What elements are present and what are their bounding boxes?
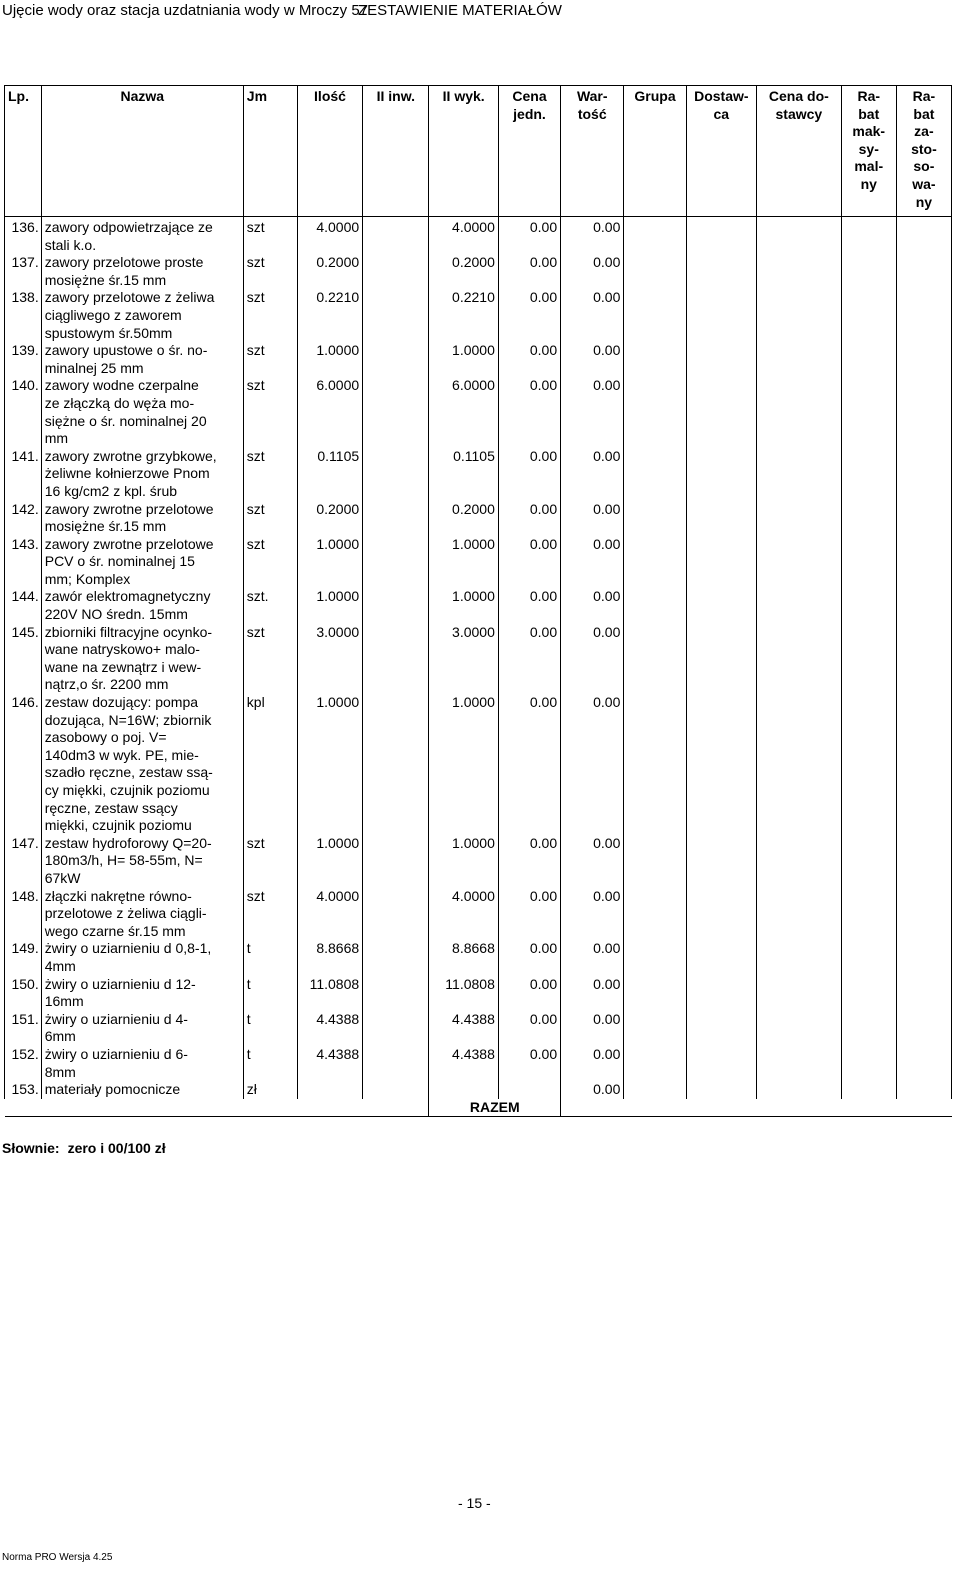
cell-grupa — [624, 588, 686, 623]
cell-cena-dostawcy — [757, 976, 842, 1011]
header-rabat-maksymalny: Ra- bat mak- sy- mal- ny — [841, 86, 896, 217]
amount-in-words-label: Słownie: — [2, 1140, 60, 1156]
cell-nazwa: zawory zwrotne grzybkowe, żeliwne kołnierzowe Pnom 16 kg/cm2 z kpl. śrub — [41, 448, 243, 501]
cell-nazwa: zbiorniki filtracyjne ocynko- wane natryskowo+ malo- wane na zewnątrz i wew- nątrz,o śr. 2200 mm — [41, 624, 243, 694]
cell-ii-inw — [363, 342, 429, 377]
table-row — [5, 1011, 952, 1046]
cell-ilosc — [297, 1081, 362, 1099]
cell-ii-inw — [363, 888, 429, 941]
cell-nazwa: żwiry o uziarnieniu d 6- 8mm — [41, 1046, 243, 1081]
cell-nazwa: zawory przelotowe proste mosiężne śr.15 mm — [41, 254, 243, 289]
cell-cena-dostawcy — [757, 888, 842, 941]
cell-dostawca — [686, 342, 756, 377]
cell-ilosc: 1.0000 — [297, 588, 362, 623]
cell-ii-inw — [363, 377, 429, 447]
cell-nazwa: zawór elektromagnetyczny 220V NO średn. 15mm — [41, 588, 243, 623]
table-row — [5, 694, 952, 835]
cell-rabat-zastosowany — [896, 289, 951, 342]
header-nazwa: Nazwa — [41, 86, 243, 217]
cell-jm: szt — [243, 448, 297, 501]
table-row — [5, 536, 952, 589]
cell-cena-jedn: 0.00 — [498, 940, 560, 975]
cell-lp: 153. — [5, 1081, 42, 1099]
cell-dostawca — [686, 588, 756, 623]
total-spacer-right — [561, 1099, 952, 1117]
cell-jm: szt — [243, 254, 297, 289]
cell-dostawca — [686, 940, 756, 975]
cell-grupa — [624, 254, 686, 289]
materials-table — [4, 85, 952, 1117]
cell-ii-wyk: 6.0000 — [429, 377, 498, 447]
cell-ii-inw — [363, 448, 429, 501]
cell-rabat-zastosowany — [896, 342, 951, 377]
cell-lp: 146. — [5, 694, 42, 835]
cell-jm: szt. — [243, 588, 297, 623]
cell-lp: 137. — [5, 254, 42, 289]
table-row — [5, 888, 952, 941]
cell-ii-inw — [363, 1011, 429, 1046]
cell-ii-inw — [363, 976, 429, 1011]
cell-rabat-zastosowany — [896, 624, 951, 694]
cell-dostawca — [686, 1081, 756, 1099]
cell-rabat-zastosowany — [896, 888, 951, 941]
amount-in-words — [2, 1140, 166, 1156]
cell-ilosc: 1.0000 — [297, 694, 362, 835]
cell-lp: 143. — [5, 536, 42, 589]
table-row — [5, 588, 952, 623]
table-row — [5, 342, 952, 377]
cell-ii-inw — [363, 588, 429, 623]
cell-ii-inw — [363, 254, 429, 289]
cell-rabat-maksymalny — [841, 1081, 896, 1099]
cell-grupa — [624, 694, 686, 835]
cell-rabat-zastosowany — [896, 501, 951, 536]
cell-rabat-maksymalny — [841, 888, 896, 941]
cell-nazwa: żwiry o uziarnieniu d 4- 6mm — [41, 1011, 243, 1046]
cell-rabat-zastosowany — [896, 448, 951, 501]
cell-ilosc: 0.2210 — [297, 289, 362, 342]
table-row — [5, 289, 952, 342]
cell-cena-dostawcy — [757, 835, 842, 888]
footer-version: Norma PRO Wersja 4.25 — [2, 1552, 113, 1563]
header-jm: Jm — [243, 86, 297, 217]
cell-grupa — [624, 1081, 686, 1099]
cell-cena-jedn: 0.00 — [498, 254, 560, 289]
cell-wartosc: 0.00 — [561, 835, 624, 888]
cell-cena-jedn: 0.00 — [498, 1011, 560, 1046]
cell-ilosc: 0.2000 — [297, 254, 362, 289]
cell-nazwa: zawory upustowe o śr. no- minalnej 25 mm — [41, 342, 243, 377]
cell-ii-wyk: 0.2000 — [429, 501, 498, 536]
cell-rabat-maksymalny — [841, 976, 896, 1011]
cell-ii-wyk: 11.0808 — [429, 976, 498, 1011]
cell-wartosc: 0.00 — [561, 588, 624, 623]
document-title-section: ZESTAWIENIE MATERIAŁÓW — [358, 2, 562, 19]
cell-ii-inw — [363, 835, 429, 888]
cell-wartosc: 0.00 — [561, 694, 624, 835]
cell-jm: szt — [243, 217, 297, 255]
cell-grupa — [624, 835, 686, 888]
cell-ilosc: 8.8668 — [297, 940, 362, 975]
cell-rabat-maksymalny — [841, 536, 896, 589]
cell-rabat-maksymalny — [841, 377, 896, 447]
cell-lp: 140. — [5, 377, 42, 447]
cell-ii-inw — [363, 501, 429, 536]
cell-cena-dostawcy — [757, 588, 842, 623]
cell-cena-jedn: 0.00 — [498, 501, 560, 536]
header-wartosc: War- tość — [561, 86, 624, 217]
cell-wartosc: 0.00 — [561, 501, 624, 536]
cell-wartosc: 0.00 — [561, 536, 624, 589]
cell-jm: t — [243, 940, 297, 975]
cell-wartosc: 0.00 — [561, 976, 624, 1011]
cell-cena-dostawcy — [757, 624, 842, 694]
cell-lp: 144. — [5, 588, 42, 623]
cell-lp: 142. — [5, 501, 42, 536]
cell-grupa — [624, 217, 686, 255]
cell-cena-dostawcy — [757, 289, 842, 342]
cell-cena-jedn: 0.00 — [498, 694, 560, 835]
cell-ii-wyk: 0.2000 — [429, 254, 498, 289]
cell-nazwa: zawory odpowietrzające ze stali k.o. — [41, 217, 243, 255]
cell-rabat-zastosowany — [896, 835, 951, 888]
cell-ii-wyk: 1.0000 — [429, 536, 498, 589]
header-dostawca: Dostaw- ca — [686, 86, 756, 217]
cell-ilosc: 1.0000 — [297, 342, 362, 377]
cell-nazwa: zawory zwrotne przelotowe PCV o śr. nominalnej 15 mm; Komplex — [41, 536, 243, 589]
cell-dostawca — [686, 289, 756, 342]
cell-wartosc: 0.00 — [561, 342, 624, 377]
cell-wartosc: 0.00 — [561, 1011, 624, 1046]
header-cena-dostawcy: Cena do- stawcy — [757, 86, 842, 217]
cell-rabat-zastosowany — [896, 536, 951, 589]
cell-dostawca — [686, 694, 756, 835]
cell-ii-wyk — [429, 1081, 498, 1099]
table-row — [5, 835, 952, 888]
cell-dostawca — [686, 976, 756, 1011]
cell-ii-wyk: 4.0000 — [429, 217, 498, 255]
cell-wartosc: 0.00 — [561, 940, 624, 975]
cell-jm: szt — [243, 624, 297, 694]
cell-rabat-zastosowany — [896, 694, 951, 835]
cell-rabat-maksymalny — [841, 254, 896, 289]
cell-nazwa: zestaw hydroforowy Q=20- 180m3/h, H= 58-55m, N= 67kW — [41, 835, 243, 888]
cell-rabat-zastosowany — [896, 377, 951, 447]
cell-grupa — [624, 940, 686, 975]
cell-jm: szt — [243, 342, 297, 377]
cell-dostawca — [686, 377, 756, 447]
cell-dostawca — [686, 835, 756, 888]
cell-cena-dostawcy — [757, 217, 842, 255]
cell-cena-dostawcy — [757, 448, 842, 501]
cell-jm: t — [243, 1011, 297, 1046]
cell-rabat-maksymalny — [841, 448, 896, 501]
cell-cena-jedn: 0.00 — [498, 1046, 560, 1081]
total-label: RAZEM — [429, 1099, 561, 1117]
cell-cena-jedn: 0.00 — [498, 835, 560, 888]
cell-lp: 152. — [5, 1046, 42, 1081]
cell-grupa — [624, 624, 686, 694]
table-row — [5, 501, 952, 536]
cell-wartosc: 0.00 — [561, 448, 624, 501]
cell-rabat-maksymalny — [841, 342, 896, 377]
cell-ilosc: 4.0000 — [297, 888, 362, 941]
table-row — [5, 624, 952, 694]
table-row — [5, 377, 952, 447]
table-row — [5, 1046, 952, 1081]
cell-grupa — [624, 536, 686, 589]
cell-dostawca — [686, 888, 756, 941]
cell-cena-jedn: 0.00 — [498, 342, 560, 377]
cell-cena-jedn: 0.00 — [498, 624, 560, 694]
header-lp: Lp. — [5, 86, 42, 217]
cell-cena-dostawcy — [757, 940, 842, 975]
cell-nazwa: złączki nakrętne równo- przelotowe z żeliwa ciągli- wego czarne śr.15 mm — [41, 888, 243, 941]
cell-cena-jedn: 0.00 — [498, 377, 560, 447]
cell-rabat-maksymalny — [841, 501, 896, 536]
cell-lp: 136. — [5, 217, 42, 255]
document-title-project: Ujęcie wody oraz stacja uzdatniania wody w Mroczy 57 — [2, 2, 368, 19]
header-cena-jedn: Cena jedn. — [498, 86, 560, 217]
total-spacer — [5, 1099, 429, 1117]
cell-ii-wyk: 4.0000 — [429, 888, 498, 941]
header-ii-wyk: II wyk. — [429, 86, 498, 217]
cell-dostawca — [686, 448, 756, 501]
cell-ii-wyk: 3.0000 — [429, 624, 498, 694]
cell-cena-dostawcy — [757, 501, 842, 536]
cell-nazwa: zawory przelotowe z żeliwa ciągliwego z zaworem spustowym śr.50mm — [41, 289, 243, 342]
header-rabat-zastosowany: Ra- bat za- sto- so- wa- ny — [896, 86, 951, 217]
cell-grupa — [624, 448, 686, 501]
cell-ilosc: 1.0000 — [297, 536, 362, 589]
cell-dostawca — [686, 1046, 756, 1081]
cell-jm: t — [243, 1046, 297, 1081]
cell-nazwa: zawory zwrotne przelotowe mosiężne śr.15 mm — [41, 501, 243, 536]
cell-rabat-zastosowany — [896, 217, 951, 255]
cell-ilosc: 1.0000 — [297, 835, 362, 888]
cell-grupa — [624, 501, 686, 536]
table-total-row — [5, 1099, 952, 1117]
cell-rabat-zastosowany — [896, 976, 951, 1011]
cell-lp: 145. — [5, 624, 42, 694]
cell-grupa — [624, 289, 686, 342]
cell-rabat-maksymalny — [841, 1011, 896, 1046]
header-ilosc: Ilość — [297, 86, 362, 217]
cell-jm: szt — [243, 289, 297, 342]
cell-jm: zł — [243, 1081, 297, 1099]
cell-jm: szt — [243, 536, 297, 589]
cell-rabat-maksymalny — [841, 1046, 896, 1081]
document-title — [2, 2, 562, 19]
cell-nazwa: materiały pomocnicze — [41, 1081, 243, 1099]
cell-cena-dostawcy — [757, 694, 842, 835]
cell-ilosc: 6.0000 — [297, 377, 362, 447]
cell-nazwa: zawory wodne czerpalne ze złączką do węża mo- siężne o śr. nominalnej 20 mm — [41, 377, 243, 447]
cell-ii-wyk: 4.4388 — [429, 1046, 498, 1081]
cell-lp: 151. — [5, 1011, 42, 1046]
cell-rabat-zastosowany — [896, 1011, 951, 1046]
cell-grupa — [624, 342, 686, 377]
cell-ii-inw — [363, 1081, 429, 1099]
cell-rabat-maksymalny — [841, 588, 896, 623]
cell-dostawca — [686, 217, 756, 255]
cell-rabat-zastosowany — [896, 254, 951, 289]
cell-ii-wyk: 1.0000 — [429, 694, 498, 835]
cell-jm: szt — [243, 501, 297, 536]
cell-lp: 141. — [5, 448, 42, 501]
cell-grupa — [624, 377, 686, 447]
table-row — [5, 940, 952, 975]
cell-ii-inw — [363, 940, 429, 975]
table-row — [5, 217, 952, 255]
cell-wartosc: 0.00 — [561, 289, 624, 342]
cell-lp: 150. — [5, 976, 42, 1011]
cell-ilosc: 0.1105 — [297, 448, 362, 501]
cell-cena-dostawcy — [757, 1081, 842, 1099]
cell-wartosc: 0.00 — [561, 217, 624, 255]
cell-cena-dostawcy — [757, 377, 842, 447]
cell-jm: szt — [243, 377, 297, 447]
cell-wartosc: 0.00 — [561, 1046, 624, 1081]
cell-lp: 139. — [5, 342, 42, 377]
cell-ii-inw — [363, 536, 429, 589]
cell-cena-dostawcy — [757, 342, 842, 377]
cell-rabat-maksymalny — [841, 289, 896, 342]
cell-dostawca — [686, 624, 756, 694]
cell-grupa — [624, 1046, 686, 1081]
cell-cena-jedn: 0.00 — [498, 289, 560, 342]
table-row — [5, 254, 952, 289]
cell-lp: 138. — [5, 289, 42, 342]
cell-cena-jedn — [498, 1081, 560, 1099]
cell-dostawca — [686, 501, 756, 536]
cell-ilosc: 11.0808 — [297, 976, 362, 1011]
cell-ii-wyk: 0.2210 — [429, 289, 498, 342]
cell-ii-wyk: 1.0000 — [429, 588, 498, 623]
table-row — [5, 448, 952, 501]
cell-ii-inw — [363, 1046, 429, 1081]
table-header-row — [5, 86, 952, 217]
cell-ii-wyk: 0.1105 — [429, 448, 498, 501]
cell-rabat-zastosowany — [896, 1081, 951, 1099]
cell-cena-jedn: 0.00 — [498, 888, 560, 941]
cell-ilosc: 4.4388 — [297, 1046, 362, 1081]
cell-nazwa: żwiry o uziarnieniu d 12- 16mm — [41, 976, 243, 1011]
cell-grupa — [624, 888, 686, 941]
cell-ii-inw — [363, 694, 429, 835]
cell-cena-dostawcy — [757, 1011, 842, 1046]
cell-lp: 147. — [5, 835, 42, 888]
cell-lp: 148. — [5, 888, 42, 941]
cell-ii-wyk: 8.8668 — [429, 940, 498, 975]
cell-wartosc: 0.00 — [561, 888, 624, 941]
cell-rabat-maksymalny — [841, 217, 896, 255]
cell-rabat-maksymalny — [841, 940, 896, 975]
cell-rabat-zastosowany — [896, 1046, 951, 1081]
cell-rabat-maksymalny — [841, 694, 896, 835]
cell-cena-dostawcy — [757, 536, 842, 589]
cell-cena-jedn: 0.00 — [498, 536, 560, 589]
cell-nazwa: zestaw dozujący: pompa dozująca, N=16W; zbiornik zasobowy o poj. V= 140dm3 w wyk. PE, mie- szadło ręczne, zestaw ssą- cy miękki, czujnik poziomu ręczne, zestaw ssący miękki, czujnik poziomu — [41, 694, 243, 835]
cell-cena-jedn: 0.00 — [498, 976, 560, 1011]
cell-cena-jedn: 0.00 — [498, 448, 560, 501]
cell-rabat-maksymalny — [841, 835, 896, 888]
header-ii-inw: II inw. — [363, 86, 429, 217]
cell-jm: t — [243, 976, 297, 1011]
cell-dostawca — [686, 1011, 756, 1046]
cell-lp: 149. — [5, 940, 42, 975]
cell-wartosc: 0.00 — [561, 624, 624, 694]
cell-cena-dostawcy — [757, 254, 842, 289]
cell-ii-inw — [363, 289, 429, 342]
cell-grupa — [624, 1011, 686, 1046]
cell-ilosc: 4.4388 — [297, 1011, 362, 1046]
cell-rabat-zastosowany — [896, 940, 951, 975]
amount-in-words-value: zero i 00/100 zł — [67, 1140, 166, 1156]
table-row — [5, 1081, 952, 1099]
cell-dostawca — [686, 254, 756, 289]
header-grupa: Grupa — [624, 86, 686, 217]
cell-grupa — [624, 976, 686, 1011]
cell-rabat-zastosowany — [896, 588, 951, 623]
cell-ilosc: 3.0000 — [297, 624, 362, 694]
cell-cena-dostawcy — [757, 1046, 842, 1081]
cell-ii-wyk: 1.0000 — [429, 835, 498, 888]
page-number: - 15 - — [458, 1495, 491, 1511]
cell-ilosc: 4.0000 — [297, 217, 362, 255]
cell-wartosc: 0.00 — [561, 254, 624, 289]
table-row — [5, 976, 952, 1011]
cell-cena-jedn: 0.00 — [498, 588, 560, 623]
cell-ilosc: 0.2000 — [297, 501, 362, 536]
cell-jm: kpl — [243, 694, 297, 835]
cell-cena-jedn: 0.00 — [498, 217, 560, 255]
cell-jm: szt — [243, 835, 297, 888]
cell-ii-wyk: 4.4388 — [429, 1011, 498, 1046]
cell-ii-inw — [363, 217, 429, 255]
cell-jm: szt — [243, 888, 297, 941]
cell-nazwa: żwiry o uziarnieniu d 0,8-1, 4mm — [41, 940, 243, 975]
cell-wartosc: 0.00 — [561, 1081, 624, 1099]
cell-ii-wyk: 1.0000 — [429, 342, 498, 377]
cell-wartosc: 0.00 — [561, 377, 624, 447]
cell-ii-inw — [363, 624, 429, 694]
cell-rabat-maksymalny — [841, 624, 896, 694]
cell-dostawca — [686, 536, 756, 589]
